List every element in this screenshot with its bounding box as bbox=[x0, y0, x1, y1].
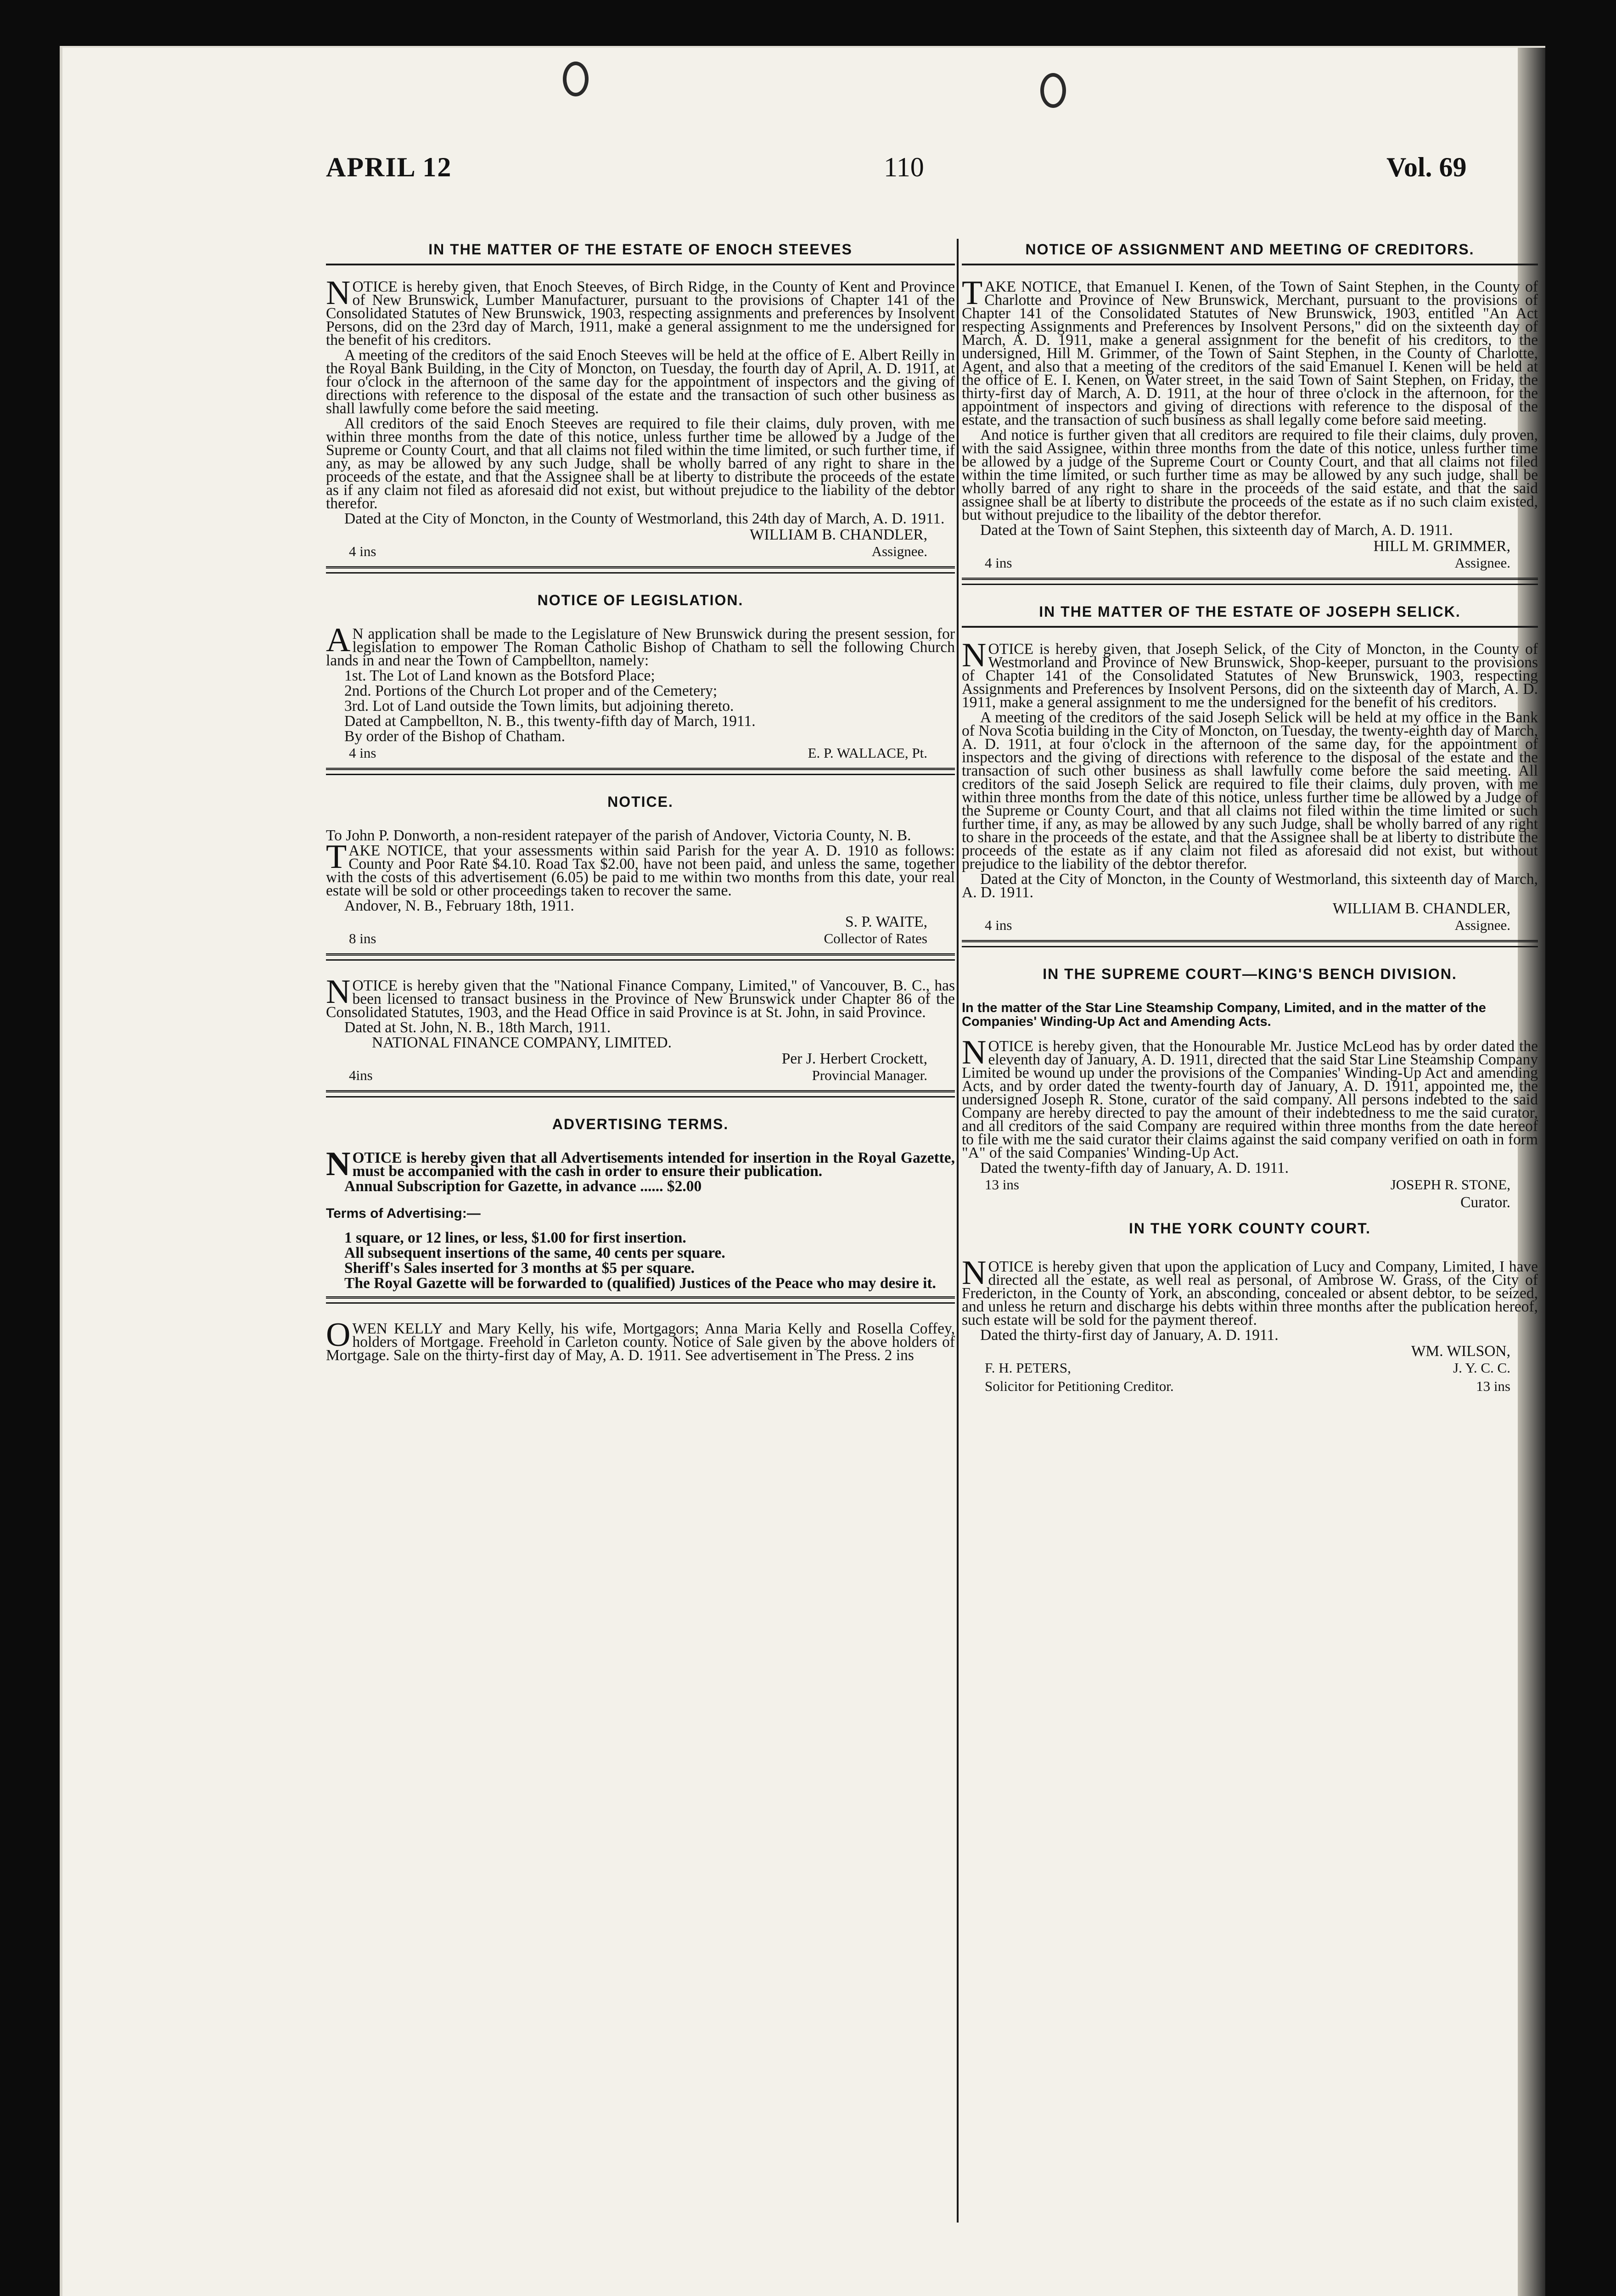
notice-title: ADVERTISING TERMS. bbox=[552, 1116, 729, 1132]
section-separator bbox=[326, 566, 955, 574]
insertion-count: 4 ins bbox=[349, 543, 376, 559]
signer-name: WILLIAM B. CHANDLER, bbox=[749, 526, 927, 543]
signature-row bbox=[962, 555, 1538, 571]
notice-dateline: Dated at the City of Moncton, in the County of Westmorland, this 24th day of March, A. D. 1911. bbox=[344, 510, 945, 527]
insertion-count: 4 ins bbox=[349, 745, 376, 761]
signature-row bbox=[326, 543, 955, 560]
signer-role: Assignee. bbox=[1454, 917, 1510, 933]
insertion-count: 13 ins bbox=[1476, 1378, 1510, 1394]
signer-role: Assignee. bbox=[1454, 555, 1510, 571]
insertion-count: 8 ins bbox=[349, 930, 376, 946]
notice-legislation bbox=[326, 592, 955, 761]
notice-dateline: Andover, N. B., February 18th, 1911. bbox=[344, 897, 574, 914]
company-name: NATIONAL FINANCE COMPANY, LIMITED. bbox=[372, 1034, 672, 1051]
signature-row bbox=[326, 1067, 955, 1084]
section-separator bbox=[326, 1090, 955, 1097]
signer-role: Collector of Rates bbox=[824, 930, 927, 946]
notice-title: IN THE MATTER OF THE ESTATE OF ENOCH STEEVES bbox=[326, 241, 955, 265]
signer-role: Assignee. bbox=[871, 543, 927, 559]
notice-paragraph: To John P. Donworth, a non-resident ratepayer of the parish of Andover, Victoria County, N. B. bbox=[326, 827, 911, 844]
notice-paragraph: By order of the Bishop of Chatham. bbox=[344, 728, 566, 745]
notice-title: NOTICE OF LEGISLATION. bbox=[537, 592, 744, 608]
notice-paragraph: OWEN KELLY and Mary Kelly, his wife, Mortgagors; Anna Maria Kelly and Rosella Coffey, holders of Mortgage. Freehold in Carleton county. Notice of Sale given by the above holders of Mortgage. Sale on the thirty-first day of May, A. D. 1911. See advertisement in The Press. 2 ins bbox=[326, 1316, 955, 1364]
notice-paragraph: 3rd. Lot of Land outside the Town limits, but adjoining thereto. bbox=[344, 698, 734, 715]
notice-paragraph: 1st. The Lot of Land known as the Botsford Place; bbox=[344, 667, 655, 684]
notice-emanuel-kenen bbox=[962, 241, 1538, 571]
terms-item: 1 square, or 12 lines, or less, $1.00 for first insertion. bbox=[344, 1229, 686, 1246]
left-column bbox=[326, 241, 955, 1367]
signer-name: WILLIAM B. CHANDLER, bbox=[1332, 900, 1510, 917]
terms-heading: Terms of Advertising:— bbox=[326, 1206, 481, 1221]
signer-name: Per J. Herbert Crockett, bbox=[781, 1050, 927, 1067]
notice-subtitle: In the matter of the Star Line Steamship Company, Limited, and in the matter of the Companies' Winding-Up Act and Amending Acts. bbox=[962, 1001, 1486, 1029]
right-column bbox=[962, 241, 1538, 1399]
insertion-count: 4ins bbox=[349, 1067, 373, 1083]
section-separator bbox=[326, 768, 955, 775]
terms-item: All subsequent insertions of the same, 40 cents per square. bbox=[344, 1244, 725, 1261]
volume-number: Vol. 69 bbox=[1386, 152, 1467, 182]
notice-paragraph: A meeting of the creditors of the said Enoch Steeves will be held at the office of E. Albert Reilly in the Royal Bank Building, in the City of Moncton, on Tuesday, the fourth day of April, A. D. 1911, at four o'clock in the afternoon of the same day for the appointment of inspectors and the giving of directions with reference to the disposal of the estate and the transaction of such other business as shall lawfully come before the said meeting. bbox=[326, 347, 955, 417]
signer-name: E. P. WALLACE, Pt. bbox=[808, 745, 927, 761]
notice-enoch-steeves bbox=[326, 241, 955, 560]
notice-joseph-selick bbox=[962, 603, 1538, 934]
notice-paragraph: And notice is further given that all creditors are required to file their claims, duly proven, with the said Assignee, within three months from the date of this notice, unless further time be allowed by a judge of the Supreme Court or County Court, and that all claims not filed within the time limited, or such further time as may be allowed by any such judge, shall be wholly barred of any right to share in the proceeds of the said estate, and that the said assignee shall be at liberty to distribute the proceeds of the estate as if no such claim existed, but without prejudice to the libaility of the debtor therefor. bbox=[962, 427, 1538, 523]
notice-paragraph: TAKE NOTICE, that Emanuel I. Kenen, of the Town of Saint Stephen, in the County of Charlotte and Province of New Brunswick, Merchant, pursuant to the provisions of Chapter 141 of the Consolidated Statutes of New Brunswick, 1903, entitled "An Act respecting Assignments and Preferences by Insolvent Persons," did on the sixteenth day of March, A. D. 1911, make a general assignment for the benefit of his creditors, to the undersigned, Hill M. Grimmer, of the Town of Saint Stephen, in the County of Charlotte, Agent, and also that a meeting of the creditors of the said Emanuel I. Kenen will be held at the office of E. I. Kenen, on Water street, in the said Town of Saint Stephen, on Friday, the thirty-first day of March, A. D. 1911, at the hour of three o'clock in the afternoon, for the appointment of inspectors and giving of directions with reference to the disposal of the estate, and the transaction of such business as shall legally come before said meeting. bbox=[962, 274, 1538, 428]
solicitor-role: Solicitor for Petitioning Creditor. bbox=[985, 1378, 1174, 1394]
issue-date: APRIL 12 bbox=[326, 152, 452, 182]
notice-rates bbox=[326, 793, 955, 947]
notice-national-finance bbox=[326, 973, 955, 1084]
notice-title: IN THE YORK COUNTY COURT. bbox=[1128, 1220, 1371, 1237]
signature-row bbox=[326, 745, 955, 761]
notice-title: IN THE SUPREME COURT—KING'S BENCH DIVISION. bbox=[1043, 966, 1457, 982]
signer-role: Provincial Manager. bbox=[812, 1067, 927, 1083]
notice-paragraph: NOTICE is hereby given that upon the application of Lucy and Company, Limited, I have directed all the estate, as well real as personal, of Ambrose W. Grass, of the City of Fredericton, in the County of York, an absconding, concealed or absent debtor, to be seized, and unless he return and discharge his debts within three months after the publication hereof, such estate will be sold for the payment thereof. bbox=[962, 1254, 1538, 1328]
insertion-count: 4 ins bbox=[985, 555, 1012, 571]
signature-row bbox=[326, 930, 955, 947]
notice-dateline: Dated at the Town of Saint Stephen, this sixteenth day of March, A. D. 1911. bbox=[980, 522, 1453, 539]
notice-paragraph: TAKE NOTICE, that your assessments within said Parish for the year A. D. 1910 as follows: County and Poor Rate $4.10. Road Tax $2.00, have not been paid, and unless the same, together with the costs of this advertisement (6.05) be paid to me within two months from this date, your real estate will be sold or other proceedings taken to recover the same. bbox=[326, 838, 955, 899]
notice-dateline: Dated at Campbellton, N. B., this twenty-fifth day of March, 1911. bbox=[344, 713, 756, 730]
signer-name: JOSEPH R. STONE, bbox=[1390, 1176, 1510, 1193]
section-separator bbox=[962, 578, 1538, 585]
terms-item: Sheriff's Sales inserted for 3 months at $5 per square. bbox=[344, 1260, 695, 1277]
signer-name: WM. WILSON, bbox=[1411, 1343, 1510, 1360]
notice-dateline: Dated at St. John, N. B., 18th March, 1911. bbox=[344, 1019, 611, 1036]
notice-paragraph: NOTICE is hereby given, that the Honourable Mr. Justice McLeod has by order dated the eleventh day of January, A. D. 1911, directed that the said Star Line Steamship Company Limited be wound up under the provisions of the Companies' Winding-Up Act and amending Acts, and by order dated the twenty-fourth day of January, A. D. 1911, appointed me, the undersigned Joseph R. Stone, curator of the said company. All persons indebted to the said Company are hereby directed to pay the amount of their indebtedness to me the said curator, and all creditors of the said Company are required within three months from the date hereof to file with me the said curator their claims against the said company verified on oath in form "A" of the said Companies' Winding-Up Act. bbox=[962, 1034, 1538, 1161]
notice-dateline: Dated at the City of Moncton, in the County of Westmorland, this sixteenth day of March, A. D. 1911. bbox=[962, 871, 1538, 901]
page-number: 110 bbox=[884, 152, 924, 182]
notice-title: NOTICE. bbox=[607, 793, 673, 810]
terms-item: The Royal Gazette will be forwarded to (qualified) Justices of the Peace who may desire it. bbox=[344, 1275, 936, 1292]
notice-paragraph: 2nd. Portions of the Church Lot proper and of the Cemetery; bbox=[344, 682, 718, 699]
section-separator bbox=[326, 953, 955, 961]
signature-row bbox=[962, 1360, 1538, 1376]
notice-paragraph: NOTICE is hereby given that all Advertisements intended for insertion in the Royal Gazette, must be accompanied with the cash in order to ensure their publication. bbox=[326, 1145, 955, 1183]
insertion-count: 13 ins bbox=[985, 1176, 1019, 1193]
column-divider bbox=[957, 239, 959, 2223]
advertising-terms bbox=[326, 1116, 955, 1290]
notice-paragraph: NOTICE is hereby given that the "National Finance Company, Limited," of Vancouver, B. C., has been licensed to transact business in the Province of New Brunswick under Chapter 86 of the Consolidated Statutes, 1903, and the Head Office in said Province is at St. John, in said Province. bbox=[326, 973, 955, 1021]
binding-hole bbox=[563, 62, 589, 96]
notice-dateline: Dated the twenty-fifth day of January, A. D. 1911. bbox=[980, 1159, 1289, 1176]
notice-york-county bbox=[962, 1220, 1538, 1395]
notice-paragraph: All creditors of the said Enoch Steeves are required to file their claims, duly proven, with me within three months from the date of this notice, unless further time be allowed by a Judge of the Supreme or County Court, and that all claims not filed within the time limited, or such further time, if any, as may be allowed by any such Judge, shall be wholly barred of any right to share in the proceeds of the estate, and that the Assignee shall be at liberty to distribute the proceeds of the estate as if any claim not filed as aforesaid did not exist, but without prejudice to the liability of the debtor therefor. bbox=[326, 415, 955, 512]
notice-dateline: Dated the thirty-first day of January, A. D. 1911. bbox=[980, 1327, 1279, 1344]
notice-paragraph: NOTICE is hereby given, that Joseph Selick, of the City of Moncton, in the County of Westmorland and Province of New Brunswick, Shop-keeper, pursuant to the provisions of Chapter 141 of the Consolidated Statutes of New Brunswick, 1903, respecting Assignments and Preferences by Insolvent Persons, did on the sixteenth day of March, A. D. 1911, make a general assignment to me the undersigned for the benefit of his creditors. bbox=[962, 636, 1538, 711]
section-separator bbox=[326, 1296, 955, 1304]
notice-paragraph: NOTICE is hereby given, that Enoch Steeves, of Birch Ridge, in the County of Kent and Province of New Brunswick, Lumber Manufacturer, pursuant to the provisions of Chapter 141 of the Consolidated Statutes of New Brunswick, 1903, respecting assignments and preferences by Insolvent Persons, did on the 23rd day of March, 1911, make a general assignment to me the undersigned for the benefit of his creditors. bbox=[326, 274, 955, 349]
signature-row bbox=[962, 917, 1538, 934]
subscription-price: Annual Subscription for Gazette, in advance ...... $2.00 bbox=[344, 1178, 702, 1195]
insertion-count: 4 ins bbox=[985, 917, 1012, 933]
signer-name: HILL M. GRIMMER, bbox=[1373, 538, 1510, 555]
signer-name: S. P. WAITE, bbox=[845, 913, 927, 930]
court-initials: J. Y. C. C. bbox=[1453, 1360, 1510, 1376]
notice-paragraph: AN application shall be made to the Legislature of New Brunswick during the present session, for legislation to empower The Roman Catholic Bishop of Chatham to sell the following Church lands in and near the Town of Campbellton, namely: bbox=[326, 621, 955, 669]
solicitor-name: F. H. PETERS, bbox=[985, 1360, 1071, 1376]
notice-title: NOTICE OF ASSIGNMENT AND MEETING OF CREDITORS. bbox=[962, 241, 1538, 265]
signature-row bbox=[962, 1176, 1538, 1193]
binding-hole bbox=[1040, 73, 1066, 108]
section-separator bbox=[962, 940, 1538, 947]
notice-kelly-mortgage bbox=[326, 1316, 955, 1364]
notice-title: IN THE MATTER OF THE ESTATE OF JOSEPH SELICK. bbox=[962, 603, 1538, 628]
signer-role: Curator. bbox=[1460, 1194, 1510, 1211]
notice-supreme-court bbox=[962, 966, 1538, 1209]
signature-row bbox=[962, 1378, 1538, 1395]
notice-paragraph: A meeting of the creditors of the said Joseph Selick will be held at my office in the Bank of Nova Scotia building in the City of Moncton, on Tuesday, the twenty-eighth day of March, A. D. 1911, at four o'clock in the afternoon of the same day, for the appointment of inspectors and the giving of directions with reference to the disposal of the estate and the transaction of such other business as shall lawfully come before the said meeting. All creditors of the said Joseph Selick are required to file their claims, duly proven, with me within three months from the date of this notice, unless further time be allowed by a Judge of the Supreme or County Court, and that all claims not filed within the time limited or such further time, if any, as may be allowed by any such Judge, shall be wholly barred of any right to share in the proceeds of the estate, and that the Assignee shall be at liberty to distribute the proceeds of the estate as if any claim not filed as aforesaid did not exist, but without prejudice to the liability of the debtor therefor. bbox=[962, 709, 1538, 872]
